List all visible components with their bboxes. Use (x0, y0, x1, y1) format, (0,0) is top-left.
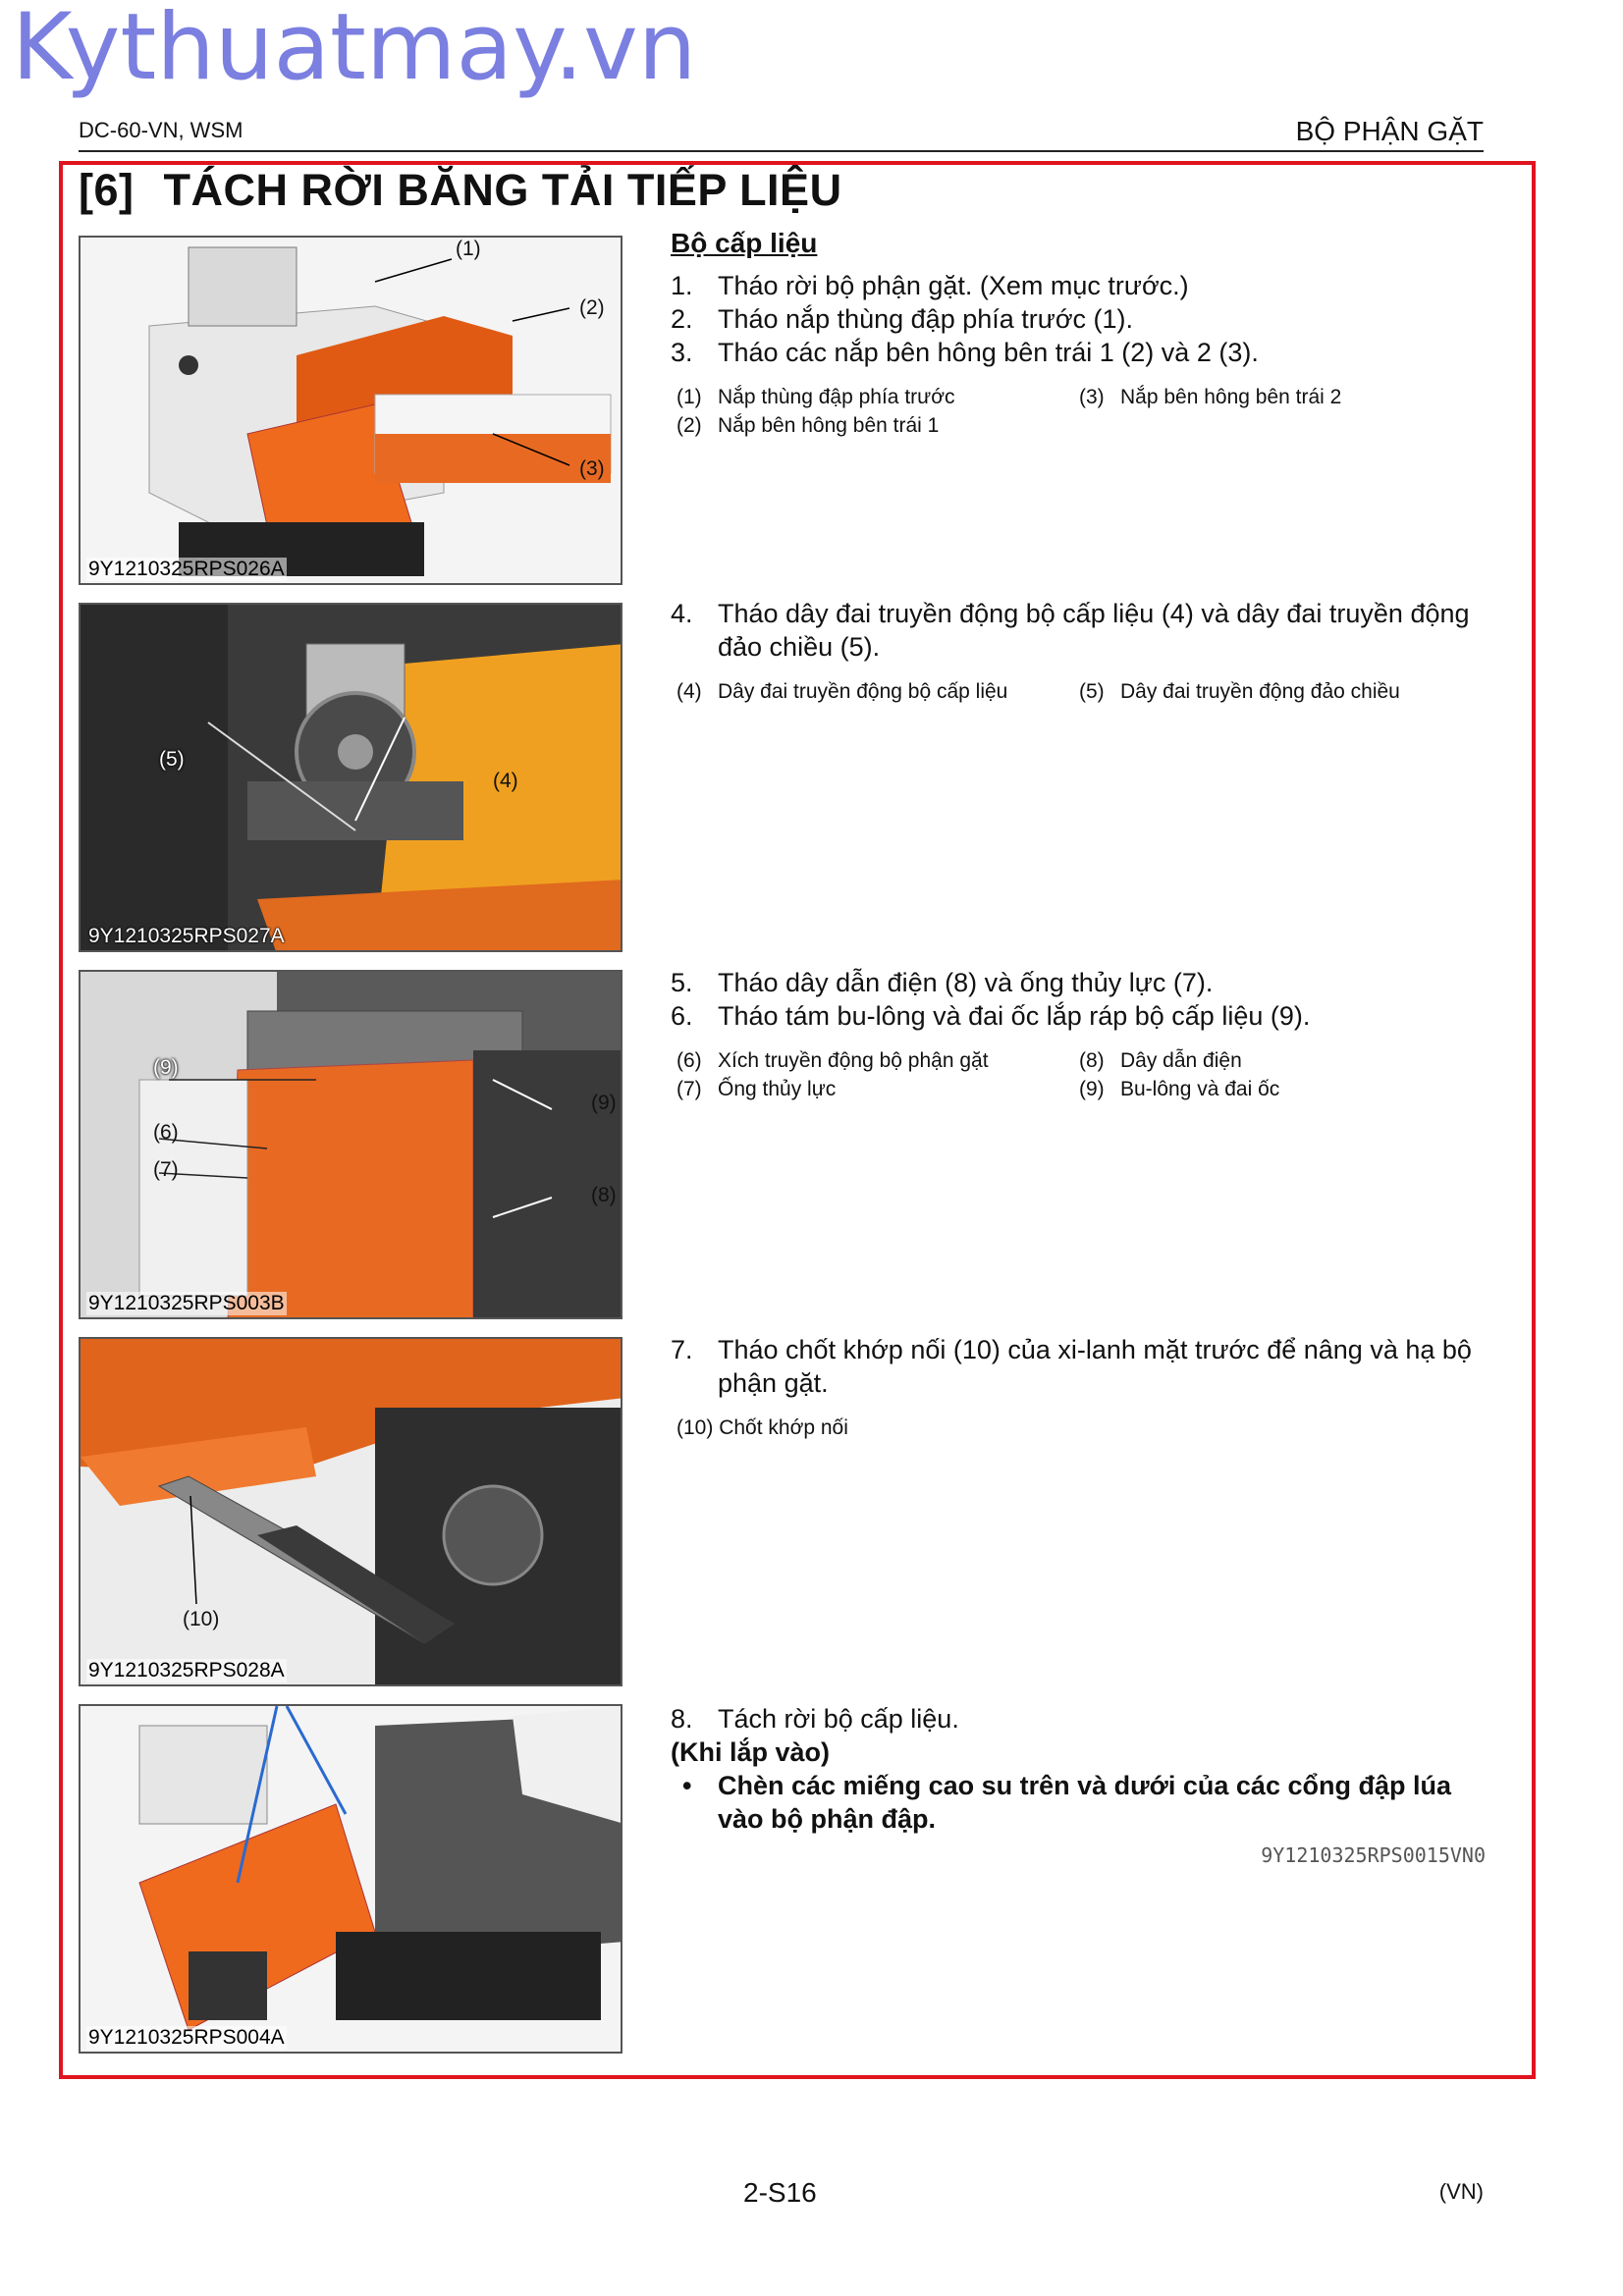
step-item: 3. Tháo các nắp bên hông bên trái 1 (2) và 2 (3). (671, 338, 1259, 367)
image-code: 9Y1210325RPS004A (88, 2026, 285, 2049)
callout-9-left: (9) (153, 1056, 179, 1079)
legend-item: (3) Nắp bên hông bên trái 2 (1079, 386, 1342, 408)
reference-code: 9Y1210325RPS0015VN0 (1261, 1843, 1486, 1867)
step-item: 4. Tháo dây đai truyền động bộ cấp liệu (4) và dây đai truyền động đảo chiều (5). (671, 599, 1470, 662)
legend-item: (4) Dây đai truyền động bộ cấp liệu (676, 680, 1008, 703)
page-number: 2-S16 (743, 2177, 817, 2208)
title-number: [6] (79, 165, 135, 215)
callout-10: (10) (183, 1608, 220, 1630)
watermark: Kythuatmay.vn (12, 0, 697, 101)
step-item: 7. Tháo chốt khớp nối (10) của xi-lanh mặt trước để nâng và hạ bộ phận gặt. (671, 1335, 1472, 1398)
reassembly-heading: (Khi lắp vào) (671, 1737, 831, 1767)
section-heading: Bộ cấp liệu (671, 228, 818, 258)
callout-3: (3) (579, 457, 605, 480)
text-block-1 (671, 228, 1486, 440)
legend-item: (5) Dây đai truyền động đảo chiều (1079, 680, 1400, 703)
step-item: 2. Tháo nắp thùng đập phía trước (1). (671, 304, 1134, 334)
page-title (79, 165, 842, 216)
legend-item: (7) Ống thủy lực (676, 1078, 837, 1100)
callout-9-right: (9) (591, 1092, 617, 1114)
text-block-4 (671, 1333, 1486, 1442)
text-block-2 (671, 597, 1486, 706)
header-model: DC-60-VN, WSM (79, 118, 243, 142)
step-item: 1. Tháo rời bộ phận gặt. (Xem mục trước.) (671, 271, 1189, 300)
callout-2: (2) (579, 296, 605, 319)
title-text: TÁCH RỜI BĂNG TẢI TIẾP LIỆU (163, 165, 842, 215)
callout-4: (4) (493, 770, 518, 792)
photo-feeder-belts (79, 603, 622, 952)
image-code: 9Y1210325RPS026A (88, 558, 285, 580)
language-tag: (VN) (1438, 2179, 1484, 2204)
image-code: 9Y1210325RPS027A (88, 925, 285, 947)
callout-7: (7) (153, 1158, 179, 1181)
step-item: 6. Tháo tám bu-lông và đai ốc lắp ráp bộ cấp liệu (9). (671, 1001, 1311, 1031)
legend-item: (6) Xích truyền động bộ phận gặt (676, 1049, 989, 1072)
callout-5: (5) (159, 748, 185, 771)
legend-item: (9) Bu-lông và đai ốc (1079, 1078, 1280, 1100)
legend (671, 383, 1486, 440)
callout-1: (1) (456, 238, 481, 260)
legend-item: (10) Chốt khớp nối (676, 1416, 848, 1439)
legend-item: (2) Nắp bên hông bên trái 1 (676, 414, 940, 437)
legend (671, 1046, 1486, 1103)
photo-cylinder-pin (79, 1337, 622, 1686)
legend-item: (1) Nắp thùng đập phía trước (676, 386, 955, 408)
text-block-5 (671, 1702, 1486, 1867)
legend (671, 1414, 1486, 1442)
legend-item: (8) Dây dẫn điện (1079, 1049, 1242, 1072)
step-item: 8. Tách rời bộ cấp liệu. (671, 1704, 959, 1734)
header-rule (79, 150, 1484, 152)
image-code: 9Y1210325RPS003B (88, 1292, 285, 1314)
photo-feeder-removed (79, 1704, 622, 2054)
image-code: 9Y1210325RPS028A (88, 1659, 285, 1682)
callout-6: (6) (153, 1121, 179, 1144)
photo-feeder-bolts (79, 970, 622, 1319)
header-section: BỘ PHẬN GẶT (1295, 116, 1484, 146)
legend (671, 677, 1486, 706)
text-block-3 (671, 966, 1486, 1103)
photo-combine-front (79, 236, 622, 585)
reassembly-note: • Chèn các miếng cao su trên và dưới của các cổng đập lúa vào bộ phận đập. (682, 1771, 1451, 1834)
step-item: 5. Tháo dây dẫn điện (8) và ống thủy lực (7). (671, 968, 1214, 997)
callout-8: (8) (591, 1184, 617, 1206)
